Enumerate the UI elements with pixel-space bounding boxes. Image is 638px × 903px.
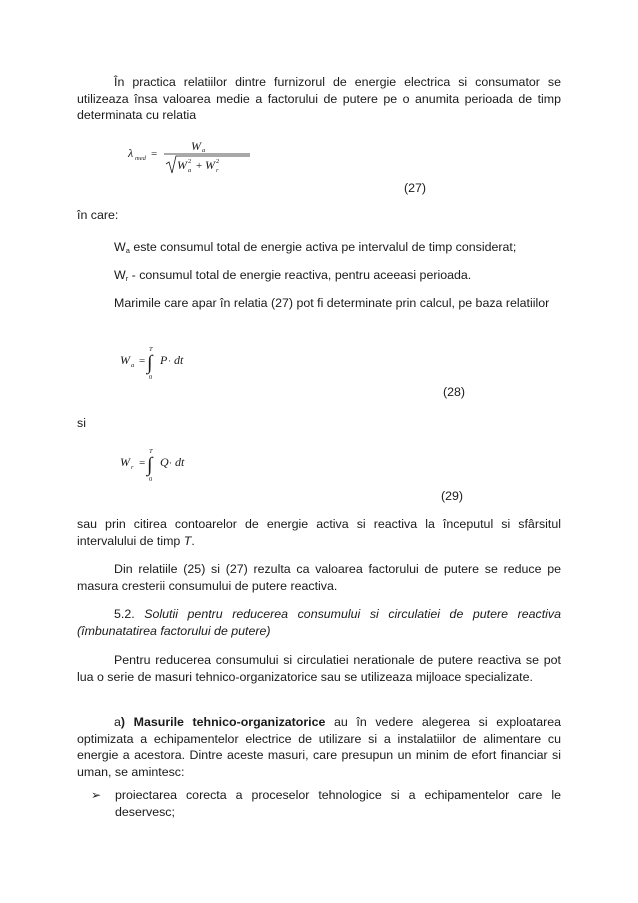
bullet-arrow-icon: ➢ — [91, 788, 102, 802]
paragraph-a-bold: ) Masurile tehnico-organizatorice — [120, 715, 326, 729]
formula-27-den-a: W — [177, 158, 187, 172]
equation-number-27: (27) — [404, 181, 427, 195]
formula-29-integral: ∫ — [147, 454, 153, 476]
paragraph-citirea — [77, 516, 561, 549]
in-care-label: în care: — [77, 208, 119, 222]
paragraph-marimile: Marimile care apar în relatia (27) pot fi determinate prin calcul, pe baza relatiilor — [114, 296, 550, 310]
formula-28-d: dt — [174, 353, 184, 367]
definition-wa-symbol: W — [114, 240, 126, 254]
definition-wr-text: - consumul total de energie reactiva, pentru aceeasi perioada. — [128, 268, 472, 282]
bullet-item-1-text: proiectarea corecta a proceselor tehnologice si a echipamentelor care le deservesc; — [115, 788, 561, 819]
paragraph-intro: În practica relatiilor dintre furnizorul de energie electrica si consumator se utilizeaza însa valoarea medie a factorului de putere pe o anumita perioada de timp determinata cu relatia — [77, 75, 561, 122]
formula-27-den-a-sub: a — [188, 167, 192, 174]
paragraph-masurile — [77, 714, 561, 780]
paragraph-citirea-main: sau prin citirea contoarelor de energie activa si reactiva la începutul si sfârsitul intervalului de timp — [77, 517, 561, 548]
paragraph-relatiile: Din relatiile (25) si (27) rezulta ca valoarea factorului de putere se reduce pe masura cresterii consumului de putere reactiva. — [77, 562, 561, 593]
formula-29-d: dt — [175, 455, 185, 469]
definition-wa — [114, 239, 516, 259]
equation-number-29: (29) — [441, 489, 464, 503]
formula-29-lhs: W — [120, 455, 130, 469]
formula-28-eq: = — [139, 355, 146, 367]
formula-28-lower: 0 — [149, 374, 153, 381]
formula-29 — [118, 444, 208, 484]
formula-28-dot: · — [168, 356, 171, 366]
si-label: si — [77, 416, 86, 430]
paragraph-citirea-t: T — [183, 533, 192, 548]
formula-29-eq: = — [139, 457, 146, 469]
formula-29-upper: T — [149, 448, 153, 455]
formula-28-integrand: P — [160, 353, 168, 367]
formula-28-upper: T — [149, 346, 153, 353]
paragraph-citirea-end: . — [191, 533, 195, 548]
definition-wa-sub: a — [125, 246, 130, 255]
section-heading-5-2 — [77, 606, 561, 639]
formula-28-integral: ∫ — [147, 352, 153, 374]
formula-27-den-r-sup: 2 — [216, 158, 220, 165]
definition-wr-symbol: W — [114, 268, 126, 282]
formula-27-plus: + — [196, 160, 203, 172]
formula-29-dot: · — [169, 458, 172, 468]
formula-27-den-r-sub: r — [216, 167, 219, 174]
formula-29-lower: 0 — [149, 476, 153, 483]
equation-number-28: (28) — [443, 385, 466, 399]
formula-28 — [118, 342, 208, 382]
definition-wa-text: este consumul total de energie activa pe intervalul de timp considerat; — [129, 240, 517, 254]
definition-wr-sub: r — [125, 274, 129, 283]
formula-27-eq: = — [151, 148, 158, 160]
formula-27-lhs: λ — [128, 146, 134, 160]
formula-27-den-a-sup: 2 — [188, 158, 192, 165]
formula-29-lhs-sub: r — [131, 464, 134, 471]
definition-wr — [114, 267, 471, 287]
formula-27-num: W — [191, 140, 201, 153]
paragraph-reducerea: Pentru reducerea consumului si circulatiei nerationale de putere reactiva se pot lua o serie de masuri tehnico-organizatorice sau se utilizeaza mijloace specializate. — [77, 653, 561, 684]
section-number: 5.2. — [114, 607, 145, 621]
section-title: Solutii pentru reducerea consumului si circulatiei de putere reactiva (îmbunatatirea factorului de putere) — [77, 607, 561, 638]
formula-27-num-sub: a — [202, 147, 206, 154]
formula-27-lhs-sub: med — [135, 155, 146, 162]
formula-27-den-r: W — [205, 158, 215, 172]
formula-28-lhs: W — [120, 353, 130, 367]
formula-28-lhs-sub: a — [131, 362, 135, 369]
formula-29-integrand: Q — [160, 455, 169, 469]
formula-27 — [124, 140, 264, 186]
paragraph-a-rest: au în vedere alegerea si exploatarea optimizata a echipamentelor electrice de utilizare si a instalatiilor de alimentare cu energie a acestora. Dintre aceste masuri, care presupun un minim de efort financiar si uman, se amintesc: — [77, 715, 561, 779]
paragraph-a-prefix: a — [114, 715, 121, 729]
